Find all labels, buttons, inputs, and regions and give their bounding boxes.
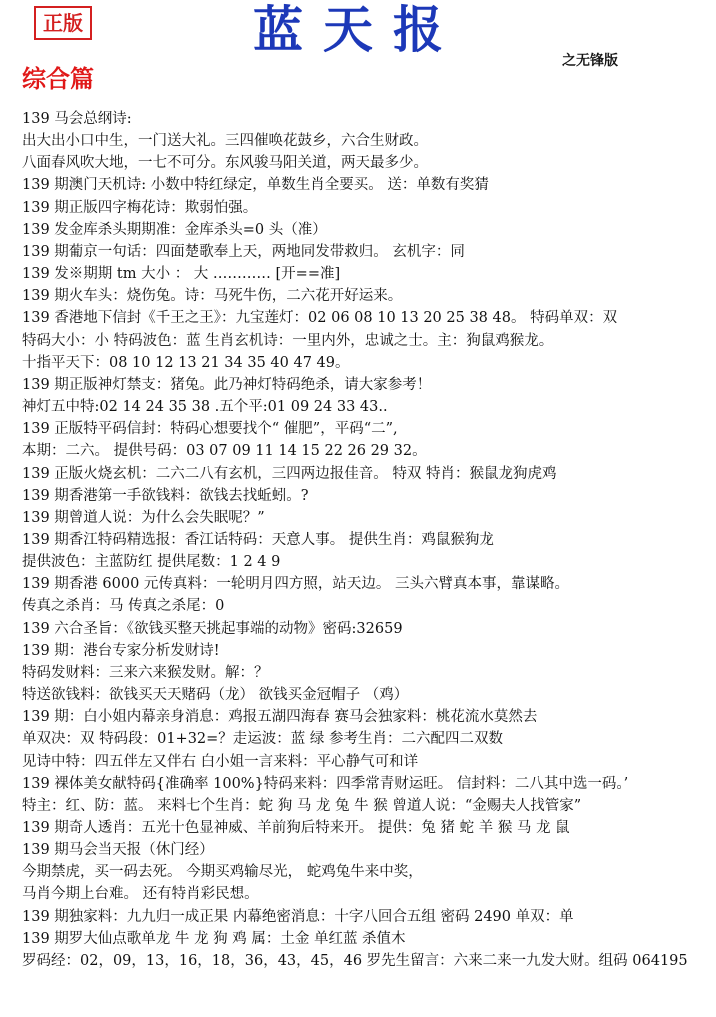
edition-label: 之无锋版 (562, 53, 618, 69)
text-line: 十指平天下：08 10 12 13 21 34 35 40 47 49。 (22, 354, 350, 371)
text-line: 139 期独家料：九九归一成正果 内幕绝密消息：十字八回合五组 密码 2490 单双：单 (22, 908, 574, 925)
text-line: 139 期奇人透肖：五光十色显神威、羊前狗后特来开。 提供：兔 猪 蛇 羊 猴 马 龙 鼠 (22, 820, 570, 836)
text-line: 八面春风吹大地，一七不可分。东风骏马阳关道，两天最多少。 (22, 155, 428, 172)
text-line: 提供波色：主蓝防红 提供尾数：1 2 4 9 (22, 554, 281, 571)
text-line: 139 正版特平码信封：特码心想要找个“ 催肥”，平码“二”, (22, 421, 398, 438)
text-line: 139 期：港台专家分析发财诗! (22, 642, 220, 659)
text-line: 139 发金库杀头期期准：金库杀头=0 头（准） (22, 221, 327, 238)
text-line: 本期：二六。 提供号码：03 07 09 11 14 15 22 26 29 32。 (22, 443, 427, 460)
text-line: 139 期澳门天机诗: 小数中特红绿定，单数生肖全要买。 送：单数有奖猜 (22, 177, 489, 194)
text-line: 特送欲钱料：欲钱买天天赌码（龙） 欲钱买金冠帽子 （鸡） (22, 687, 409, 704)
text-line: 罗码经：02，09，13，16，18，36，43，45，46 罗先生留言：六来二来一九发大财。组码 064195 (22, 952, 688, 969)
text-line: 139 期马会当天报（休门经） (22, 842, 214, 859)
text-line: 139 期火车头：烧伤兔。诗：马死牛伤，二六花开好运来。 (22, 288, 403, 305)
text-line: 特码发财料：三来六来猴发财。解：？ (22, 664, 269, 681)
text-line: 139 期罗大仙点歌单龙 牛 龙 狗 鸡 属：土金 单红蓝 杀值木 (22, 930, 406, 947)
text-line: 今期禁虎，买一码去死。 今期买鸡输尽光， 蛇鸡兔牛来中奖， (22, 864, 423, 881)
section-heading: 综合篇 (22, 64, 94, 93)
text-line: 139 裸体美女献特码{准确率 100%}特码来料：四季常青财运旺。 信封料：二八其中选一码。’ (22, 775, 629, 792)
text-line: 139 期香江特码精选报：香江话特码：天意人事。 提供生肖：鸡鼠猴狗龙 (22, 531, 494, 548)
article-body (22, 108, 712, 972)
newspaper-title: 蓝天报 (253, 0, 463, 59)
text-line: 139 期：白小姐内幕亲身消息：鸡报五湖四海春 赛马会独家料：桃花流水莫然去 (22, 709, 538, 726)
text-line: 见诗中特：四五伴左又伴右 白小姐一言来料：平心静气可和详 (22, 753, 419, 770)
text-line: 139 发※期期 tm 大小 ： 大 ………… [开==准] (22, 266, 341, 283)
text-line: 出大出小口中生，一门送大礼。三四催唤花鼓乡，六合生财政。 (22, 133, 428, 150)
text-line: 139 期葡京一句话：四面楚歌奉上天，两地同发带救归。 玄机字：同 (22, 243, 465, 260)
text-line: 139 期正版神灯禁支：猪兔。此乃神灯特码绝杀，请大家参考！ (22, 376, 432, 393)
text-line: 马肖今期上台难。 还有特肖彩民想。 (22, 886, 259, 903)
text-line: 139 期正版四字梅花诗：欺弱怕强。 (22, 199, 258, 216)
text-line: 139 期曾道人说：为什么会失眠呢？” (22, 509, 265, 526)
text-line: 单双决：双 特码段：01+32=？走运波：蓝 绿 参考生肖：二六配四二双数 (22, 731, 504, 748)
text-line: 139 期香港 6000 元传真料：一轮明月四方照，站天边。 三头六臂真本事，靠谋略。 (22, 576, 570, 593)
text-line: 神灯五中特:02 14 24 35 38 .五个平:01 09 24 33 43.. (22, 399, 388, 416)
text-line: 特码大小：小 特码波色：蓝 生肖玄机诗：一里内外，忠诚之士。主：狗鼠鸡猴龙。 (22, 332, 554, 349)
text-line: 139 期香港第一手欲钱料：欲钱去找蚯蚓。? (22, 487, 309, 504)
text-line: 139 正版火烧玄机：二六二八有玄机，三四两边报佳音。 特双 特肖：猴鼠龙狗虎鸡 (22, 465, 557, 482)
text-line: 139 六合圣旨：《欲钱买整天挑起事端的动物》密码:32659 (22, 620, 403, 637)
text-line: 139 香港地下信封《千王之王》：九宝莲灯：02 06 08 10 13 20 25 38 48。 特码单双：双 (22, 310, 618, 327)
text-line: 139 马会总纲诗: (22, 111, 132, 127)
text-line: 传真之杀肖：马 传真之杀尾：0 (22, 598, 225, 615)
text-line: 特主：红、防：蓝。 来料七个生肖：蛇 狗 马 龙 兔 牛 猴 曾道人说：“金赐夫人找管家” (22, 797, 582, 814)
official-badge: 正版 (34, 6, 92, 40)
